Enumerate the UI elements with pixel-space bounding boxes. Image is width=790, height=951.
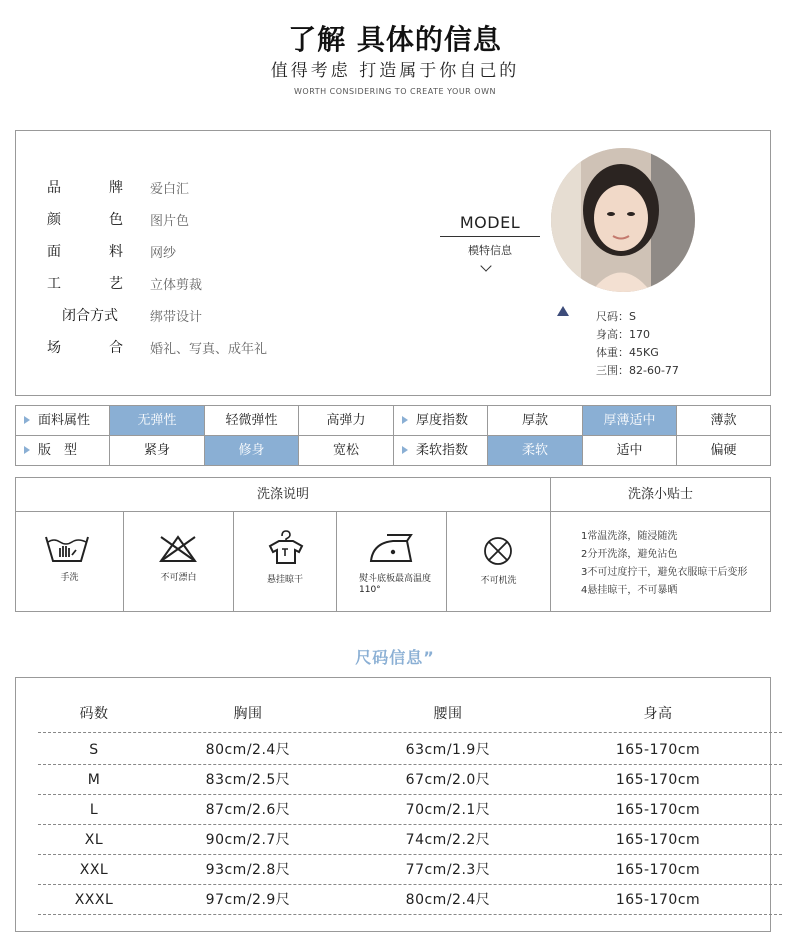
prop-label-text: 柔软指数 — [416, 443, 469, 458]
model-divider — [440, 236, 540, 237]
hand-wash-cell — [16, 511, 123, 611]
prop-option-tight: 紧身 — [143, 443, 170, 458]
hand-wash-icon — [43, 533, 91, 565]
size-height: 165-170cm — [615, 862, 701, 878]
attr-label-color: 颜色 — [47, 212, 123, 228]
size-table — [15, 677, 771, 932]
triangle-marker-icon — [557, 306, 569, 316]
attr-value-occasion: 婚礼、写真、成年礼 — [150, 342, 268, 357]
size-code: XL — [84, 832, 104, 848]
prop-option-thick: 厚款 — [521, 413, 548, 428]
size-header-bust: 胸围 — [233, 706, 263, 722]
washing-instructions-panel — [15, 477, 771, 612]
size-bust: 97cm/2.9尺 — [205, 892, 291, 908]
table-row — [38, 885, 782, 915]
prop-label-thickness — [394, 406, 487, 435]
prop-label-text: 厚度指数 — [416, 413, 469, 428]
page-title: 了解 具体的信息 — [288, 23, 502, 56]
iron-cell — [337, 511, 446, 611]
no-machine-wash-label: 不可机洗 — [480, 576, 517, 586]
table-row — [38, 735, 782, 765]
prop-option-stiff: 偏硬 — [710, 443, 737, 458]
prop-option-high-stretch: 高弹力 — [326, 413, 366, 428]
hand-wash-label: 手洗 — [60, 573, 79, 583]
washing-tip-4: 4悬挂晾干，不可暴晒 — [581, 585, 678, 596]
prop-label-text: 版 型 — [38, 443, 78, 458]
model-title: MODEL — [459, 213, 521, 232]
attr-value-color: 图片色 — [150, 214, 190, 229]
size-waist: 77cm/2.3尺 — [405, 862, 491, 878]
size-bust: 90cm/2.7尺 — [205, 832, 291, 848]
model-subtitle: 模特信息 — [468, 244, 512, 257]
size-header-code: 码数 — [79, 706, 109, 722]
no-bleach-label: 不可漂白 — [160, 573, 197, 583]
attr-value-craft: 立体剪裁 — [150, 278, 203, 293]
attr-label-occasion: 场合 — [47, 340, 123, 356]
prop-option-medium-thickness: 厚薄适中 — [583, 406, 676, 435]
prop-option-thin: 薄款 — [710, 413, 737, 428]
no-machine-wash-icon — [482, 535, 514, 567]
prop-option-slight-stretch: 轻微弹性 — [225, 413, 278, 428]
washing-title: 洗涤说明 — [256, 487, 309, 502]
prop-option-soft: 柔软 — [488, 436, 582, 465]
no-machine-wash-cell — [447, 511, 550, 611]
size-height: 165-170cm — [615, 772, 701, 788]
size-code: XXXL — [74, 892, 114, 908]
size-height: 165-170cm — [615, 892, 701, 908]
size-code: XXL — [79, 862, 109, 878]
size-code: S — [89, 742, 99, 758]
attr-label-craft: 工艺 — [47, 276, 123, 292]
washing-tip-2: 2分开洗涤，避免沾色 — [581, 549, 678, 560]
prop-option-slim: 修身 — [205, 436, 298, 465]
page-subtitle: 值得考虑 打造属于你自己的 — [270, 61, 520, 81]
size-section-title: 尺码信息” — [355, 648, 435, 667]
attr-value-fabric: 网纱 — [150, 246, 177, 261]
prop-option-no-stretch: 无弹性 — [110, 406, 204, 435]
size-waist: 80cm/2.4尺 — [405, 892, 491, 908]
washing-tip-3: 3不可过度拧干，避免衣服晾干后变形 — [581, 567, 748, 578]
prop-label-text: 面料属性 — [38, 413, 91, 428]
table-row — [38, 825, 782, 855]
model-stat-size: 尺码：S — [596, 310, 636, 323]
size-bust: 83cm/2.5尺 — [205, 772, 291, 788]
hang-dry-icon — [267, 529, 305, 565]
table-row — [38, 795, 782, 825]
iron-icon — [367, 531, 417, 567]
size-bust: 80cm/2.4尺 — [205, 742, 291, 758]
model-avatar — [551, 148, 695, 292]
size-waist: 67cm/2.0尺 — [405, 772, 491, 788]
size-code: M — [87, 772, 101, 788]
prop-option-loose: 宽松 — [332, 443, 359, 458]
attr-value-brand: 爱白汇 — [150, 182, 190, 197]
size-height: 165-170cm — [615, 802, 701, 818]
model-stat-height: 身高：170 — [596, 328, 650, 341]
size-header-height: 身高 — [643, 706, 673, 722]
triangle-right-icon — [24, 446, 30, 454]
size-code: L — [89, 802, 99, 818]
prop-label-elasticity — [16, 406, 109, 435]
attr-value-closure: 绑带设计 — [150, 310, 203, 325]
hang-dry-cell — [234, 511, 336, 611]
english-tagline: WORTH CONSIDERING TO CREATE YOUR OWN — [294, 87, 496, 96]
size-header-waist: 腰围 — [433, 706, 463, 722]
hang-dry-label: 悬挂晾干 — [266, 575, 303, 585]
triangle-right-icon — [24, 416, 30, 424]
size-height: 165-170cm — [615, 742, 701, 758]
attr-label-brand: 品牌 — [47, 180, 123, 196]
prop-label-softness — [394, 436, 487, 465]
size-height: 165-170cm — [615, 832, 701, 848]
triangle-right-icon — [402, 416, 408, 424]
washing-tips-title: 洗涤小贴士 — [627, 487, 693, 502]
attr-label-fabric: 面料 — [47, 244, 123, 260]
table-row — [38, 855, 782, 885]
size-bust: 87cm/2.6尺 — [205, 802, 291, 818]
table-row — [38, 765, 782, 795]
triangle-right-icon — [402, 446, 408, 454]
no-bleach-cell — [124, 511, 233, 611]
no-bleach-icon — [157, 533, 199, 565]
model-stat-weight: 体重：45KG — [596, 346, 659, 359]
prop-label-fit — [16, 436, 109, 465]
iron-label: 熨斗底板最高温度110° — [359, 574, 432, 595]
attr-label-closure: 闭合方式 — [62, 308, 118, 324]
fabric-properties-table — [15, 405, 771, 466]
washing-tip-1: 1常温洗涤，随浸随洗 — [581, 531, 678, 542]
size-waist: 63cm/1.9尺 — [405, 742, 491, 758]
size-bust: 93cm/2.8尺 — [205, 862, 291, 878]
size-waist: 70cm/2.1尺 — [405, 802, 491, 818]
prop-option-moderate: 适中 — [616, 443, 643, 458]
size-header-row — [38, 701, 782, 733]
model-stat-measurements: 三围：82-60-77 — [596, 364, 679, 377]
size-waist: 74cm/2.2尺 — [405, 832, 491, 848]
